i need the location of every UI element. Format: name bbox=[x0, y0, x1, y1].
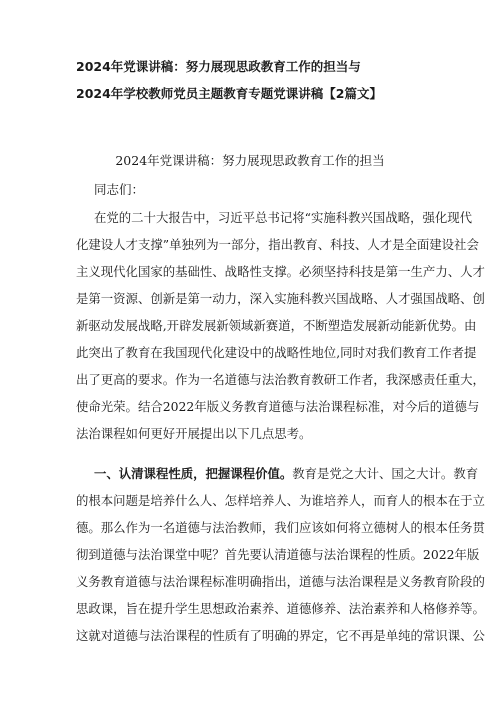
paragraph-line: 这就对道德与法治课程的性质有了明确的界定，它不再是单纯的常识课、公 bbox=[76, 628, 485, 643]
article-title: 2024年党课讲稿：努力展现思政教育工作的担当 bbox=[115, 153, 385, 168]
paragraph-line bbox=[76, 460, 479, 487]
paragraph-line: 此突出了教育在我国现代化建设中的战略性地位,同时对我们教育工作者提 bbox=[76, 345, 477, 360]
paragraph-line: 在党的二十大报告中，习近平总书记将“实施科教兴国战略，强化现代 bbox=[94, 210, 473, 225]
salutation: 同志们： bbox=[94, 182, 145, 197]
paragraph-line: 法治课程如何更好开展提出以下几点思考。 bbox=[76, 426, 312, 441]
paragraph-line: 出了更高的要求。作为一名道德与法治教育教研工作者，我深感责任重大， bbox=[76, 372, 485, 387]
document-title-line-2: 2024年学校教师党员主题教育专题党课讲稿【2篇文】 bbox=[76, 86, 382, 101]
paragraph-2 bbox=[76, 460, 485, 649]
document-title-line-1: 2024年党课讲稿：努力展现思政教育工作的担当与 bbox=[76, 59, 361, 74]
section-heading: 一、认清课程性质，把握课程价值。 bbox=[94, 466, 293, 481]
paragraph-line: 义务教育道德与法治课程标准明确指出，道德与法治课程是义务教育阶段的 bbox=[76, 574, 485, 589]
paragraph-line: 主义现代化国家的基础性、战略性支撑。必须坚持科技是第一生产力、人才 bbox=[76, 264, 485, 279]
paragraph-line: 彻到道德与法治课堂中呢？首先要认清道德与法治课程的性质。2022年版 bbox=[76, 547, 480, 562]
paragraph-line: 化建设人才支撑”单独列为一部分，指出教育、科技、人才是全面建设社会 bbox=[76, 237, 479, 252]
paragraph-line: 使命光荣。结合2022年版义务教育道德与法治课程标准，对今后的道德与 bbox=[76, 399, 480, 414]
paragraph-line: 新驱动发展战略,开辟发展新领域新赛道，不断塑造发展新动能新优势。由 bbox=[76, 318, 477, 333]
paragraph-line: 思政课，旨在提升学生思想政治素养、道德修养、法治素养和人格修养等。 bbox=[76, 601, 485, 616]
paragraph-line: 的根本问题是培养什么人、怎样培养人、为谁培养人，而育人的根本在于立 bbox=[76, 493, 485, 508]
paragraph-line: 德。那么作为一名道德与法治教师，我们应该如何将立德树人的根本任务贯 bbox=[76, 520, 485, 535]
paragraph-1 bbox=[76, 204, 485, 447]
paragraph-line: 是第一资源、创新是第一动力，深入实施科教兴国战略、人才强国战略、创 bbox=[76, 291, 485, 306]
section-lead-text: 教育是党之大计、国之大计。教育 bbox=[292, 466, 479, 481]
